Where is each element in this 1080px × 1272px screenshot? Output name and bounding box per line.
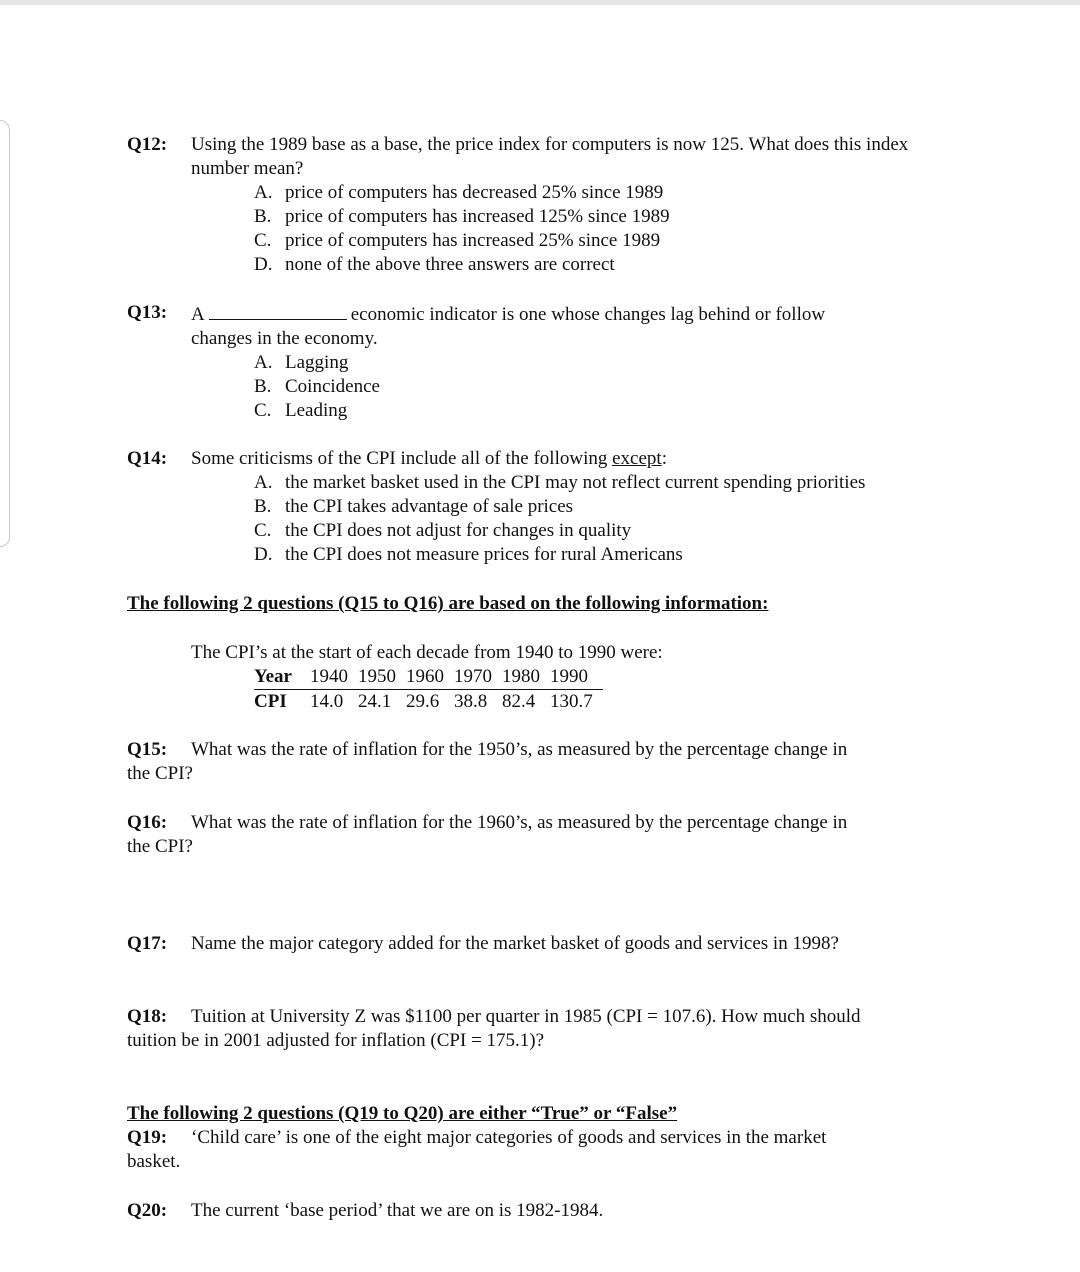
question-number: Q18: [127, 1006, 168, 1027]
question-number: Q14: [127, 448, 168, 469]
option-d: D. the CPI does not measure prices for rural Americans [254, 544, 683, 565]
question-14 [127, 447, 957, 567]
question-20 [127, 1199, 957, 1223]
section-heading-q15-q16: The following 2 questions (Q15 to Q16) are based on the following information: [127, 593, 769, 614]
question-number: Q20: [127, 1200, 168, 1221]
question-text: ‘Child care’ is one of the eight major categories of goods and services in the market [191, 1127, 827, 1148]
option-b: B. Coincidence [254, 376, 380, 397]
section-heading-q19-q20: The following 2 questions (Q19 to Q20) are either “True” or “False” [127, 1103, 678, 1124]
question-number: Q16: [127, 812, 168, 833]
option-a: A. price of computers has decreased 25% since 1989 [254, 182, 664, 203]
cpi-table [254, 665, 603, 714]
question-12 [127, 133, 957, 277]
question-text: Tuition at University Z was $1100 per quarter in 1985 (CPI = 107.6). How much should [191, 1006, 861, 1027]
question-19: Q19: ‘Child care’ is one of the eight major categories of goods and services in the market basket. [127, 1127, 827, 1172]
option-a: A. the market basket used in the CPI may not reflect current spending priorities [254, 472, 866, 493]
year-row: Year 1940 1950 1960 1970 1980 1990 [254, 665, 603, 690]
side-panel-tab[interactable] [0, 120, 10, 547]
question-number: Q13: [127, 302, 168, 323]
question-number: Q12: [127, 134, 168, 155]
question-15: Q15: What was the rate of inflation for the 1950’s, as measured by the percentage change in the CPI? [127, 739, 848, 784]
option-a: A. Lagging [254, 352, 349, 373]
question-text: Using the 1989 base as a base, the price index for computers is now 125. What does this index number mean? [191, 134, 909, 179]
cpi-intro: The CPI’s at the start of each decade from 1940 to 1990 were: [191, 642, 663, 663]
fill-in-blank [209, 301, 347, 320]
underlined-word: except [612, 448, 662, 469]
worksheet-page [127, 133, 957, 1223]
top-bar [0, 0, 1080, 5]
question-number: Q17: [127, 933, 168, 954]
cpi-row: CPI 14.0 24.1 29.6 38.8 82.4 130.7 [254, 691, 593, 712]
question-text: Name the major category added for the market basket of goods and services in 1998? [191, 933, 839, 954]
option-c: C. the CPI does not adjust for changes in quality [254, 520, 632, 541]
question-text: What was the rate of inflation for the 1960’s, as measured by the percentage change in [191, 812, 848, 833]
question-number: Q15: [127, 739, 168, 760]
options-list [254, 471, 957, 567]
question-text: Some criticisms of the CPI include all of the following except: [191, 448, 667, 469]
options-list [254, 351, 957, 423]
question-17 [127, 932, 957, 956]
question-text: What was the rate of inflation for the 1950’s, as measured by the percentage change in [191, 739, 848, 760]
options-list [254, 181, 957, 277]
question-13 [127, 301, 957, 423]
question-text: The current ‘base period’ that we are on is 1982-1984. [191, 1200, 604, 1221]
option-d: D. none of the above three answers are correct [254, 254, 615, 275]
question-16: Q16: What was the rate of inflation for the 1960’s, as measured by the percentage change in the CPI? [127, 812, 848, 857]
question-18: Q18: Tuition at University Z was $1100 per quarter in 1985 (CPI = 107.6). How much should tuition be in 2001 adjusted for inflation (CPI = 175.1)? [127, 1006, 861, 1051]
option-b: B. the CPI takes advantage of sale prices [254, 496, 574, 517]
option-b: B. price of computers has increased 125% since 1989 [254, 206, 670, 227]
question-text: A economic indicator is one whose changes lag behind or follow changes in the economy. [191, 301, 957, 351]
option-c: C. price of computers has increased 25% since 1989 [254, 230, 661, 251]
option-c: C. Leading [254, 400, 348, 421]
question-number: Q19: [127, 1127, 168, 1148]
